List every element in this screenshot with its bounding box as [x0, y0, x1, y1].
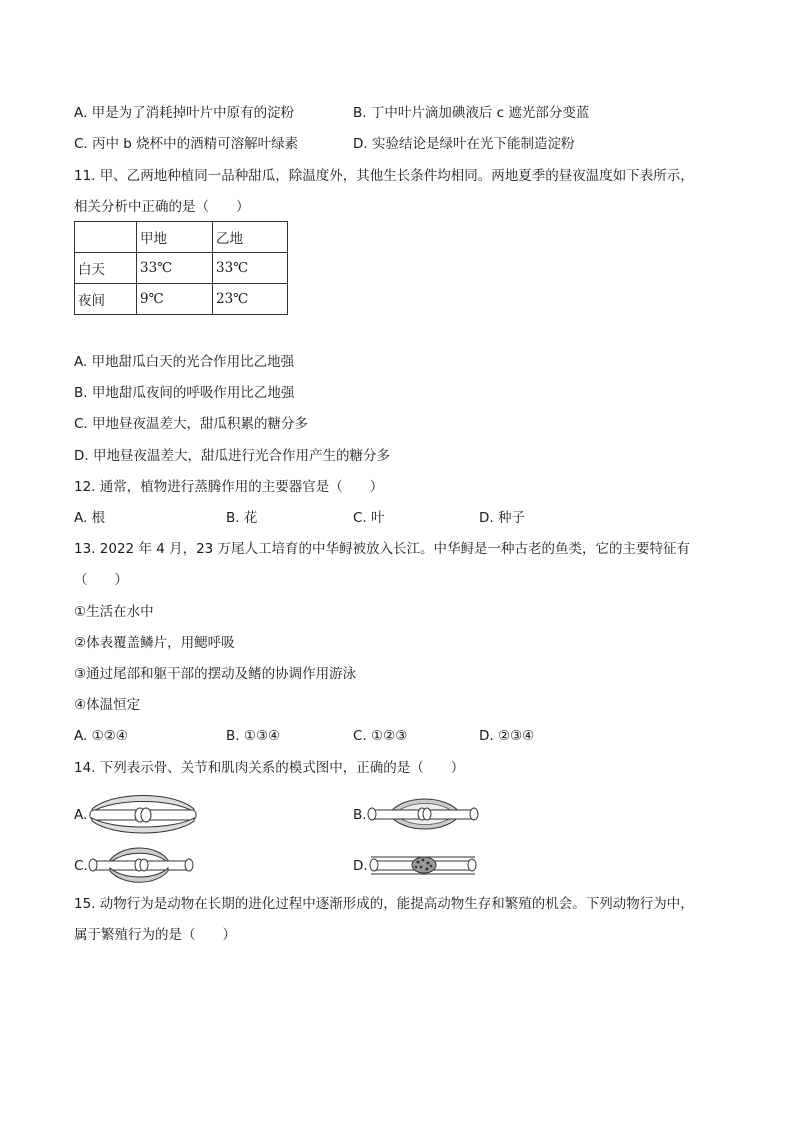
bone-muscle-diagram-d: [367, 844, 479, 886]
q14-label-c: C.: [74, 858, 88, 874]
table-cell: 9℃: [137, 284, 213, 315]
q12-option-c: C. 叶: [353, 510, 385, 526]
q13-option-a: A. ①②④: [74, 728, 128, 744]
q13-statement-2: ②体表覆盖鳞片，用鳃呼吸: [74, 635, 235, 651]
q11-option-c: C. 甲地昼夜温差大，甜瓜积累的糖分多: [74, 416, 309, 432]
q13-option-c: C. ①②③: [353, 728, 408, 744]
q11-option-b: B. 甲地甜瓜夜间的呼吸作用比乙地强: [74, 385, 295, 401]
q13-option-b: B. ①③④: [226, 728, 281, 744]
bone-muscle-diagram-c: [88, 844, 194, 886]
q11-stem-line2: 相关分析中正确的是（ ）: [74, 199, 250, 215]
q13-statement-1: ①生活在水中: [74, 604, 154, 620]
q11-option-d: D. 甲地昼夜温差大，甜瓜进行光合作用产生的糖分多: [74, 448, 390, 464]
q14-label-a: A.: [74, 807, 88, 823]
table-cell: 23℃: [213, 284, 288, 315]
table-cell: [75, 222, 137, 253]
table-cell: 白天: [75, 253, 137, 284]
q13-statement-3: ③通过尾部和躯干部的摆动及鳍的协调作用游泳: [74, 666, 357, 682]
q14-label-d: D.: [353, 858, 368, 874]
q13-option-d: D. ②③④: [479, 728, 535, 744]
table-header-cell: 甲地: [137, 222, 213, 253]
q15-stem-line1: 15. 动物行为是动物在长期的进化过程中逐渐形成的，能提高动物生存和繁殖的机会。下列动物行为中，: [74, 896, 694, 912]
q10-option-b: B. 丁中叶片滴加碘液后 c 遮光部分变蓝: [353, 105, 590, 121]
q15-stem-line2: 属于繁殖行为的是（ ）: [74, 927, 236, 943]
q14-label-b: B.: [353, 807, 367, 823]
table-cell: 夜间: [75, 284, 137, 315]
q12-option-b: B. 花: [226, 510, 258, 526]
table-header-cell: 乙地: [213, 222, 288, 253]
q13-stem-line2: （ ）: [74, 572, 128, 588]
q13-stem-line1: 13. 2022 年 4 月，23 万尾人工培育的中华鲟被放入长江。中华鲟是一种古老的鱼类，它的主要特征有: [74, 541, 691, 557]
bone-muscle-diagram-a: [88, 792, 198, 836]
temperature-table: [74, 221, 288, 315]
table-row: [75, 253, 288, 284]
q13-statement-4: ④体温恒定: [74, 697, 141, 713]
table-cell: 33℃: [137, 253, 213, 284]
bone-muscle-diagram-b: [367, 792, 479, 836]
q10-option-a: A. 甲是为了消耗掉叶片中原有的淀粉: [74, 105, 295, 121]
q10-option-d: D. 实验结论是绿叶在光下能制造淀粉: [353, 136, 575, 152]
q12-stem: 12. 通常，植物进行蒸腾作用的主要器官是（ ）: [74, 479, 384, 495]
q10-option-c: C. 丙中 b 烧杯中的酒精可溶解叶绿素: [74, 136, 299, 152]
q12-option-a: A. 根: [74, 510, 106, 526]
q12-option-d: D. 种子: [479, 510, 525, 526]
q11-option-a: A. 甲地甜瓜白天的光合作用比乙地强: [74, 354, 295, 370]
q11-stem-line1: 11. 甲、乙两地种植同一品种甜瓜，除温度外，其他生长条件均相同。两地夏季的昼夜温度如下表所示，: [74, 168, 694, 184]
table-header-row: [75, 222, 288, 253]
table-row: [75, 284, 288, 315]
table-cell: 33℃: [213, 253, 288, 284]
q14-stem: 14. 下列表示骨、关节和肌肉关系的模式图中，正确的是（ ）: [74, 760, 465, 776]
